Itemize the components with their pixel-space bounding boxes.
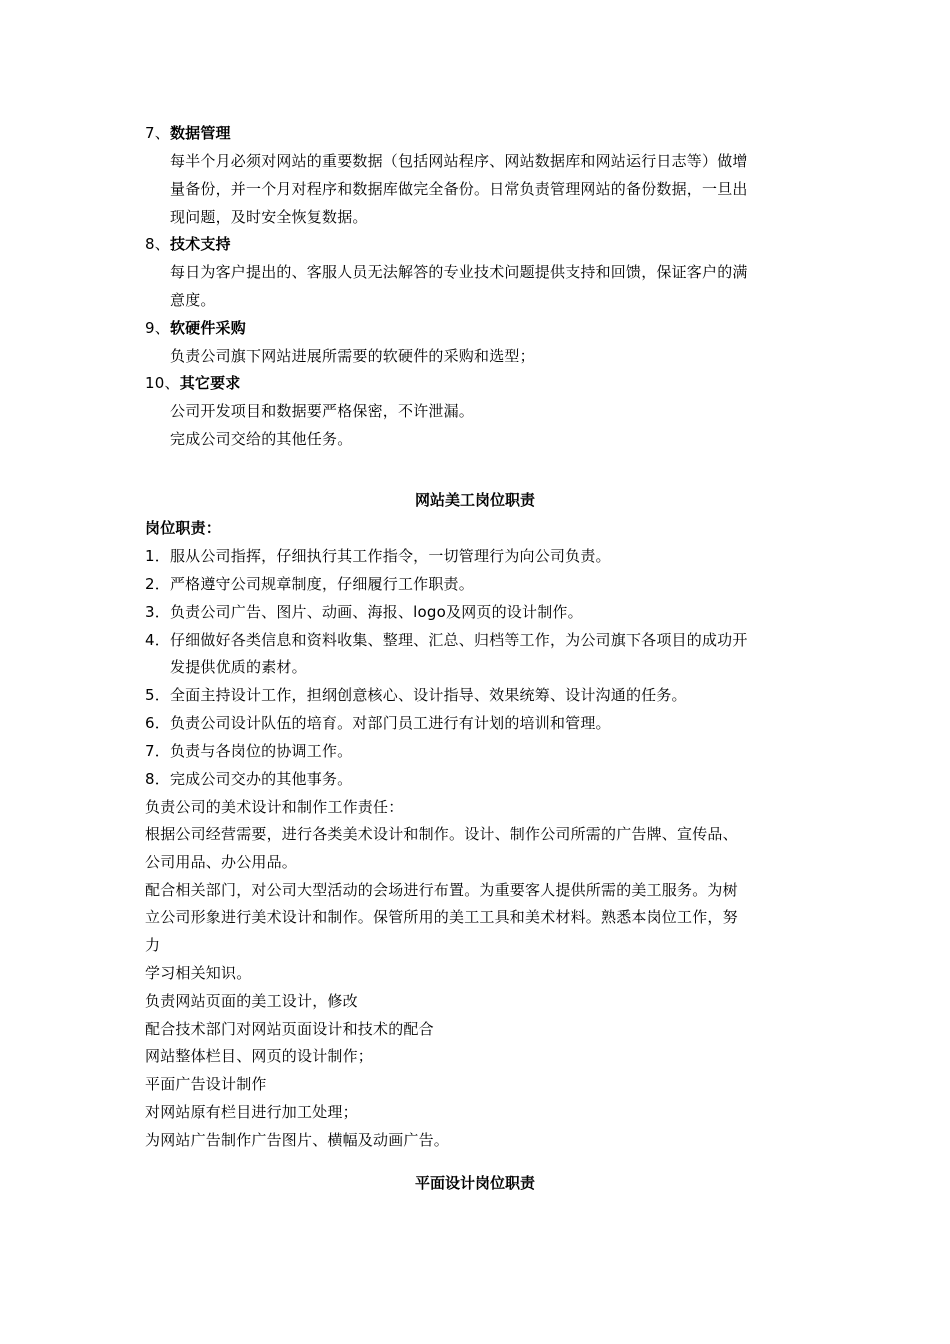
section-heading-web-art: 网站美工岗位职责 — [414, 491, 535, 509]
item-number: 10、 — [145, 374, 180, 392]
paragraph-line: 力 — [145, 936, 161, 954]
item-title: 数据管理 — [169, 124, 231, 142]
duty-7: 7．负责与各岗位的协调工作。 — [145, 742, 353, 760]
item-10-line-1: 公司开发项目和数据要严格保密，不许泄漏。 — [170, 402, 475, 420]
paragraph-line: 为网站广告制作广告图片、横幅及动画广告。 — [145, 1131, 450, 1149]
item-number: 8、 — [145, 235, 170, 253]
item-number: 9、 — [145, 319, 170, 337]
item-9-line-1: 负责公司旗下网站进展所需要的软硬件的采购和选型； — [170, 347, 535, 365]
duty-2: 2．严格遵守公司规章制度，仔细履行工作职责。 — [145, 575, 474, 593]
item-title: 其它要求 — [179, 374, 241, 392]
duty-8: 8．完成公司交办的其他事务。 — [145, 770, 353, 788]
paragraph-line: 学习相关知识。 — [145, 964, 252, 982]
item-10-heading — [145, 373, 241, 393]
paragraph-line: 立公司形象进行美术设计和制作。保管所用的美工工具和美术材料。熟悉本岗位工作，努 — [145, 908, 738, 926]
paragraph-line: 负责公司的美术设计和制作工作责任： — [145, 798, 404, 816]
paragraph-line: 公司用品、办公用品。 — [145, 853, 298, 871]
duty-4-line-1: 4．仔细做好各类信息和资料收集、整理、汇总、归档等工作，为公司旗下各项目的成功开 — [145, 631, 748, 649]
paragraph-line: 配合相关部门，对公司大型活动的会场进行布置。为重要客人提供所需的美工服务。为树 — [145, 881, 738, 899]
section-heading-graphic-design: 平面设计岗位职责 — [414, 1174, 535, 1192]
item-number: 7、 — [145, 124, 170, 142]
item-9-heading — [145, 318, 246, 338]
item-8-heading — [145, 234, 231, 254]
duty-3: 3．负责公司广告、图片、动画、海报、logo及网页的设计制作。 — [145, 603, 583, 621]
paragraph-line: 根据公司经营需要，进行各类美术设计和制作。设计、制作公司所需的广告牌、宣传品、 — [145, 825, 738, 843]
duties-subheading: 岗位职责： — [145, 519, 222, 537]
item-8-line-1: 每日为客户提出的、客服人员无法解答的专业技术问题提供支持和回馈，保证客户的满 — [170, 263, 748, 281]
duty-1: 1．服从公司指挥，仔细执行其工作指令，一切管理行为向公司负责。 — [145, 547, 611, 565]
item-title: 技术支持 — [169, 235, 231, 253]
item-7-line-1: 每半个月必须对网站的重要数据（包括网站程序、网站数据库和网站运行日志等）做增 — [170, 152, 748, 170]
paragraph-line: 配合技术部门对网站页面设计和技术的配合 — [145, 1020, 434, 1038]
paragraph-line: 平面广告设计制作 — [145, 1075, 267, 1093]
item-title: 软硬件采购 — [169, 319, 246, 337]
item-7-heading — [145, 123, 231, 143]
duty-6: 6．负责公司设计队伍的培育。对部门员工进行有计划的培训和管理。 — [145, 714, 611, 732]
item-10-line-2: 完成公司交给的其他任务。 — [170, 430, 353, 448]
paragraph-line: 负责网站页面的美工设计，修改 — [145, 992, 358, 1010]
duty-4-line-2: 发提供优质的素材。 — [170, 658, 307, 676]
item-7-line-2: 量备份，并一个月对程序和数据库做完全备份。日常负责管理网站的备份数据，一旦出 — [170, 180, 748, 198]
paragraph-line: 对网站原有栏目进行加工处理； — [145, 1103, 358, 1121]
item-8-line-2: 意度。 — [170, 291, 216, 309]
duty-5: 5．全面主持设计工作，担纲创意核心、设计指导、效果统筹、设计沟通的任务。 — [145, 686, 687, 704]
paragraph-line: 网站整体栏目、网页的设计制作； — [145, 1047, 374, 1065]
item-7-line-3: 现问题，及时安全恢复数据。 — [170, 208, 368, 226]
